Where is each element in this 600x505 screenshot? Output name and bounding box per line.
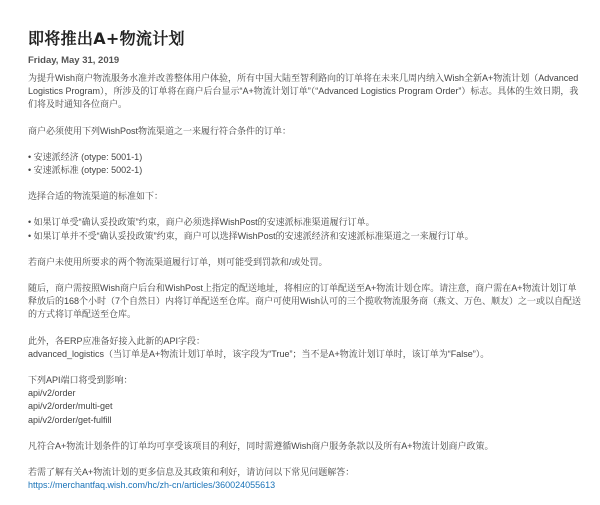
penalty-paragraph: 若商户未使用所要求的两个物流渠道履行订单，则可能受到罚款和/或处罚。	[28, 256, 328, 267]
criteria-item: • 如果订单受“确认妥投政策”约束，商户必须选择WishPost的安速派标准渠道履行订单。	[28, 217, 375, 228]
faq-section	[28, 466, 584, 492]
criteria-intro: 选择合适的物流渠道的标准如下：	[28, 191, 164, 202]
api-field: advanced_logistics（当订单是A+物流计划订单时，该字段为“True”；当不是A+物流计划订单时，该订单为“False”）。	[28, 348, 490, 359]
faq-link[interactable]: https://merchantfaq.wish.com/hc/zh-cn/articles/360024055613	[28, 480, 276, 491]
api-intro: 此外，各ERP应准备好接入此新的API字段：	[28, 335, 206, 346]
endpoint-item: api/v2/order	[28, 388, 76, 399]
intro-paragraph: 为提升Wish商户物流服务水准并改善整体用户体验，所有中国大陆至智利路向的订单将在未来几周内纳入Wish全新A+物流计划（Advanced Logistics Program），所涉及的订单将在商户后台显示“A+物流计划订单”（“Advanced Logistics Program Order”）标志。具体的生效日期，我们将及时通知各位商户。	[28, 73, 579, 110]
criteria-item: • 如果订单并不受“确认妥投政策”约束，商户可以选择WishPost的安速派经济和安速派标准渠道之一来履行订单。	[28, 230, 474, 241]
publish-date: Friday, May 31, 2019	[28, 55, 120, 66]
channels-section	[28, 125, 584, 178]
endpoint-item: api/v2/order/multi-get	[28, 401, 113, 412]
endpoints-section	[28, 374, 584, 427]
requirement-intro: 商户必须使用下列WishPost物流渠道之一来履行符合条件的订单：	[28, 125, 292, 136]
process-paragraph: 随后，商户需按照Wish商户后台和WishPost上指定的配送地址，将相应的订单配送至A+物流计划仓库。请注意，商户需在A+物流计划订单释放后的168个小时（7个自然日）内将订单配送至仓库。商户可使用Wish认可的三个揽收物流服务商（燕文、万色、顺友）之一或以自配送的方式将订单配送至仓库。	[28, 283, 582, 320]
policy-paragraph: 凡符合A+物流计划条件的订单均可享受该项目的利好，同时需遵循Wish商户服务条款以及所有A+物流计划商户政策。	[28, 440, 494, 451]
api-section	[28, 335, 584, 361]
channel-item: • 安速派标准 (otype: 5002-1)	[28, 165, 143, 176]
channel-item: • 安速派经济 (otype: 5001-1)	[28, 151, 143, 162]
article-body	[28, 72, 584, 505]
criteria-section	[28, 190, 584, 243]
endpoint-item: api/v2/order/get-fulfill	[28, 414, 112, 425]
page-title: 即将推出A+物流计划	[28, 29, 185, 48]
endpoints-intro: 下列API端口将受到影响：	[28, 375, 133, 386]
faq-intro: 若需了解有关A+物流计划的更多信息及其政策和利好，请访问以下常见问题解答：	[28, 467, 355, 478]
